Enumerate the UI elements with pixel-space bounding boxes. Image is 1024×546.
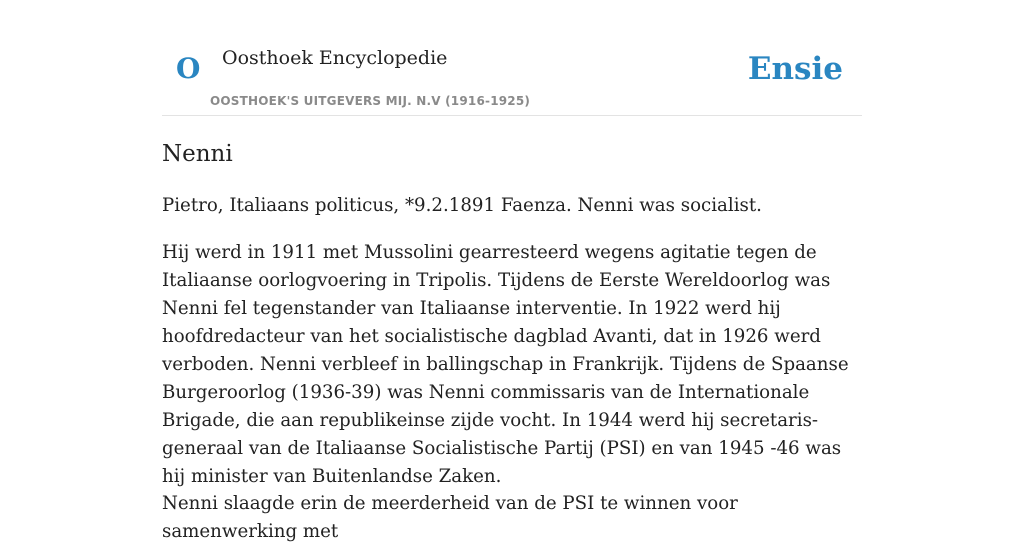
publisher-label: OOSTHOEK'S UITGEVERS MIJ. N.V (1916-1925) (210, 94, 531, 108)
site-logo[interactable]: O (176, 52, 201, 85)
article-title: Nenni (162, 141, 233, 167)
article-paragraph: Pietro, Italiaans politicus, *9.2.1891 Faenza. Nenni was socialist. (162, 195, 762, 216)
brand-logo-link[interactable]: Ensie (747, 51, 843, 87)
article-paragraph: Nenni slaagde erin de meerderheid van de PSI te winnen voor samenwerking met (162, 493, 738, 542)
site-name[interactable]: Oosthoek Encyclopedie (222, 47, 448, 69)
content-container (162, 0, 862, 542)
article-paragraph: Hij werd in 1911 met Mussolini gearresteerd wegens agitatie tegen de Italiaanse oorlogvoering in Tripolis. Tijdens de Eerste Wereldoorlog was Nenni fel tegenstander van Italiaanse interventie. In 1922 werd hij hoofdredacteur van het socialistische dagblad Avanti, dat in 1926 werd verboden. Nenni verbleef in ballingschap in Frankrijk. Tijdens de Spaanse Burgeroorlog (1936-39) was Nenni commissaris van de Internationale Brigade, die aan republikeinse zijde vocht. In 1944 werd hij secretaris-generaal van de Italiaanse Socialistische Partij (PSI) en van 1945 -46 was hij minister van Buitenlandse Zaken. (162, 242, 849, 487)
site-header (162, 0, 862, 116)
